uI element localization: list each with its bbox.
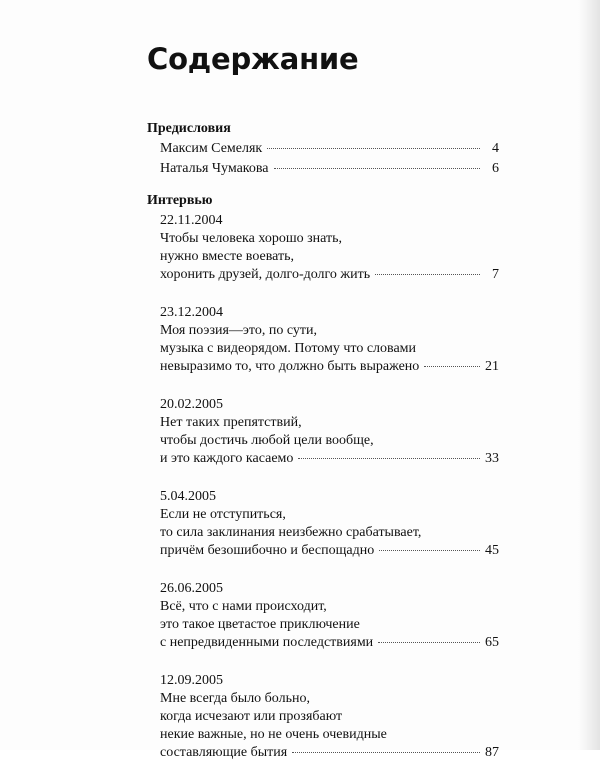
page-edge-shadow [578,0,600,750]
page-number: 87 [485,745,499,760]
entry-last-line [160,744,499,762]
page-title: Содержание [147,42,359,76]
interview-entry[interactable] [147,488,499,560]
entry-line: составляющие бытия [160,745,288,760]
page-number: 4 [492,141,499,156]
entry-line: Мне всегда было больно, [160,691,310,706]
interviews-heading: Интервью [147,193,213,208]
entry-line: хоронить друзей, долго-долго жить [160,267,371,282]
interview-date: 23.12.2004 [160,305,223,320]
forewords-section [147,120,499,178]
entry-line: Нет таких препятствий, [160,415,302,430]
interview-entry[interactable] [147,304,499,376]
entry-line: Чтобы человека хорошо знать, [160,231,342,246]
page-number: 65 [485,635,499,650]
interviews-section [147,192,499,762]
interview-date: 22.11.2004 [160,213,223,228]
interview-entry[interactable] [147,672,499,762]
dot-leader [292,752,480,753]
entry-line: некие важные, но не очень очевидные [160,727,387,742]
toc-entry[interactable] [147,140,499,158]
interview-date: 26.06.2005 [160,581,223,596]
interview-date: 12.09.2005 [160,673,223,688]
dot-leader [375,274,480,275]
entry-last-line [160,266,499,284]
entry-line: когда исчезают или прозябают [160,709,343,724]
entry-last-line [160,634,499,652]
dot-leader [267,148,480,149]
dot-leader [298,458,480,459]
entry-line: и это каждого касаемо [160,451,294,466]
entry-line: это такое цветастое приключение [160,617,360,632]
page-number: 33 [485,451,499,466]
entry-line: Если не отступиться, [160,507,286,522]
dot-leader [379,550,480,551]
entry-line: с непредвиденными последствиями [160,635,374,650]
entry-line: чтобы достичь любой цели вообще, [160,433,374,448]
page-number: 6 [492,161,499,176]
entry-last-line [160,450,499,468]
interview-entry[interactable] [147,212,499,284]
toc-entry[interactable] [147,160,499,178]
entry-line: нужно вместе воевать, [160,249,294,264]
dot-leader [274,168,480,169]
forewords-heading: Предисловия [147,121,231,136]
entry-label: Максим Семеляк [160,141,263,156]
table-of-contents [147,120,499,774]
entry-line: причём безошибочно и беспощадно [160,543,375,558]
entry-line: невыразимо то, что должно быть выражено [160,359,420,374]
dot-leader [378,642,480,643]
page-number: 21 [485,359,499,374]
entry-label: Наталья Чумакова [160,161,269,176]
page-number: 45 [485,543,499,558]
interview-entry[interactable] [147,396,499,468]
entry-line: Моя поэзия—это, по сути, [160,323,317,338]
page-number: 7 [492,267,499,282]
dot-leader [424,366,480,367]
entry-line: музыка с видеорядом. Потому что словами [160,341,417,356]
interview-entry[interactable] [147,580,499,652]
entry-line: Всё, что с нами происходит, [160,599,327,614]
interview-date: 5.04.2005 [160,489,216,504]
entry-last-line [160,358,499,376]
entry-last-line [160,542,499,560]
interview-date: 20.02.2005 [160,397,223,412]
entry-line: то сила заклинания неизбежно срабатывает, [160,525,422,540]
